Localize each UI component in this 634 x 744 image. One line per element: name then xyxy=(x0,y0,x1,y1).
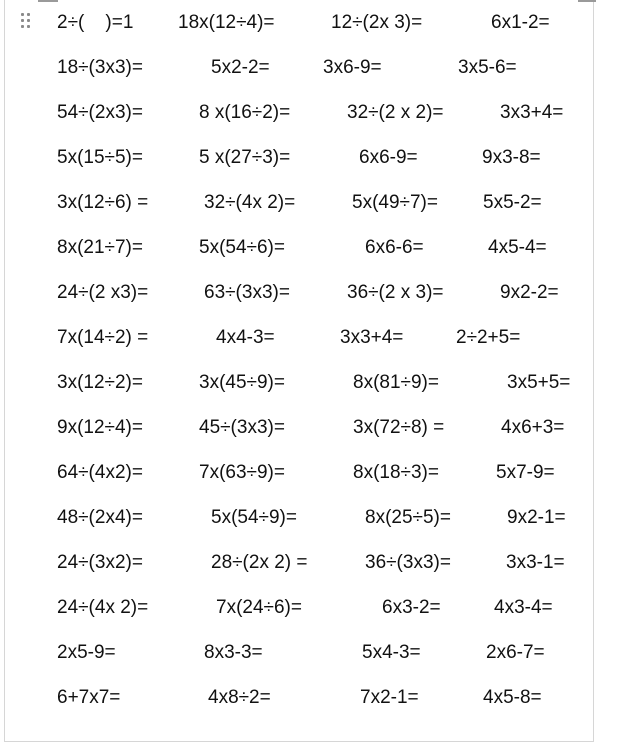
problem-r8-c4: 2÷2+5= xyxy=(456,327,521,348)
problem-r9-c2: 3x(45÷9)= xyxy=(199,372,285,393)
problem-r4-c2: 5 x(27÷3)= xyxy=(199,147,291,168)
problem-r8-c3: 3x3+4= xyxy=(340,327,404,348)
problem-r2-c2: 5x2-2= xyxy=(211,57,270,78)
problem-r6-c2: 5x(54÷6)= xyxy=(199,237,285,258)
problem-r12-c2: 5x(54÷9)= xyxy=(211,507,297,528)
problem-r8-c2: 4x4-3= xyxy=(216,327,275,348)
problem-r11-c4: 5x7-9= xyxy=(496,462,555,483)
problem-r10-c2: 45÷(3x3)= xyxy=(199,417,285,438)
problem-r2-c1: 18÷(3x3)= xyxy=(57,57,143,78)
problem-r7-c1: 24÷(2 x3)= xyxy=(57,282,149,303)
problem-r6-c1: 8x(21÷7)= xyxy=(57,237,143,258)
problem-r14-c4: 4x3-4= xyxy=(494,597,553,618)
problem-r3-c2: 8 x(16÷2)= xyxy=(199,102,291,123)
problem-r14-c2: 7x(24÷6)= xyxy=(216,597,302,618)
problem-r13-c3: 36÷(3x3)= xyxy=(365,552,451,573)
problem-r6-c3: 6x6-6= xyxy=(365,237,424,258)
problem-r5-c2: 32÷(4x 2)= xyxy=(204,192,296,213)
problem-r16-c3: 7x2-1= xyxy=(360,687,419,708)
problem-r10-c4: 4x6+3= xyxy=(501,417,565,438)
problem-r4-c4: 9x3-8= xyxy=(482,147,541,168)
problem-r7-c4: 9x2-2= xyxy=(500,282,559,303)
problem-r12-c4: 9x2-1= xyxy=(507,507,566,528)
problem-r4-c3: 6x6-9= xyxy=(359,147,418,168)
problem-r3-c3: 32÷(2 x 2)= xyxy=(347,102,444,123)
problem-r15-c3: 5x4-3= xyxy=(362,642,421,663)
problem-r4-c1: 5x(15÷5)= xyxy=(57,147,143,168)
table-drag-handle-icon[interactable] xyxy=(21,13,31,29)
problem-r15-c1: 2x5-9= xyxy=(57,642,116,663)
problem-r16-c1: 6+7x7= xyxy=(57,687,121,708)
problem-r9-c1: 3x(12÷2)= xyxy=(57,372,143,393)
problem-r11-c1: 64÷(4x2)= xyxy=(57,462,143,483)
problem-r3-c4: 3x3+4= xyxy=(500,102,564,123)
problem-r2-c4: 3x5-6= xyxy=(458,57,517,78)
problem-r1-c1: 2÷( )=1 xyxy=(57,12,134,33)
problem-r13-c2: 28÷(2x 2) = xyxy=(211,552,308,573)
problem-r1-c2: 18x(12÷4)= xyxy=(178,12,275,33)
problem-r8-c1: 7x(14÷2) = xyxy=(57,327,149,348)
problem-r5-c4: 5x5-2= xyxy=(483,192,542,213)
problem-r10-c3: 3x(72÷8) = xyxy=(353,417,445,438)
problem-r14-c1: 24÷(4x 2)= xyxy=(57,597,149,618)
problem-r13-c4: 3x3-1= xyxy=(506,552,565,573)
problem-r11-c3: 8x(18÷3)= xyxy=(353,462,439,483)
problem-r9-c3: 8x(81÷9)= xyxy=(353,372,439,393)
problem-r5-c3: 5x(49÷7)= xyxy=(352,192,438,213)
problem-r3-c1: 54÷(2x3)= xyxy=(57,102,143,123)
page-corner-mark-left xyxy=(38,0,58,2)
problem-r12-c1: 48÷(2x4)= xyxy=(57,507,143,528)
problem-r1-c3: 12÷(2x 3)= xyxy=(331,12,423,33)
problem-r7-c3: 36÷(2 x 3)= xyxy=(347,282,444,303)
page-corner-mark-right xyxy=(578,0,596,2)
problem-r6-c4: 4x5-4= xyxy=(488,237,547,258)
problem-r16-c2: 4x8÷2= xyxy=(208,687,271,708)
problem-r15-c4: 2x6-7= xyxy=(486,642,545,663)
problem-r12-c3: 8x(25÷5)= xyxy=(365,507,451,528)
problem-r11-c2: 7x(63÷9)= xyxy=(199,462,285,483)
problem-r1-c4: 6x1-2= xyxy=(491,12,550,33)
problem-r16-c4: 4x5-8= xyxy=(483,687,542,708)
problem-r13-c1: 24÷(3x2)= xyxy=(57,552,143,573)
problem-r5-c1: 3x(12÷6) = xyxy=(57,192,149,213)
problem-r14-c3: 6x3-2= xyxy=(382,597,441,618)
problem-r2-c3: 3x6-9= xyxy=(323,57,382,78)
problem-r10-c1: 9x(12÷4)= xyxy=(57,417,143,438)
problem-r7-c2: 63÷(3x3)= xyxy=(204,282,290,303)
problem-r15-c2: 8x3-3= xyxy=(204,642,263,663)
problem-r9-c4: 3x5+5= xyxy=(507,372,571,393)
